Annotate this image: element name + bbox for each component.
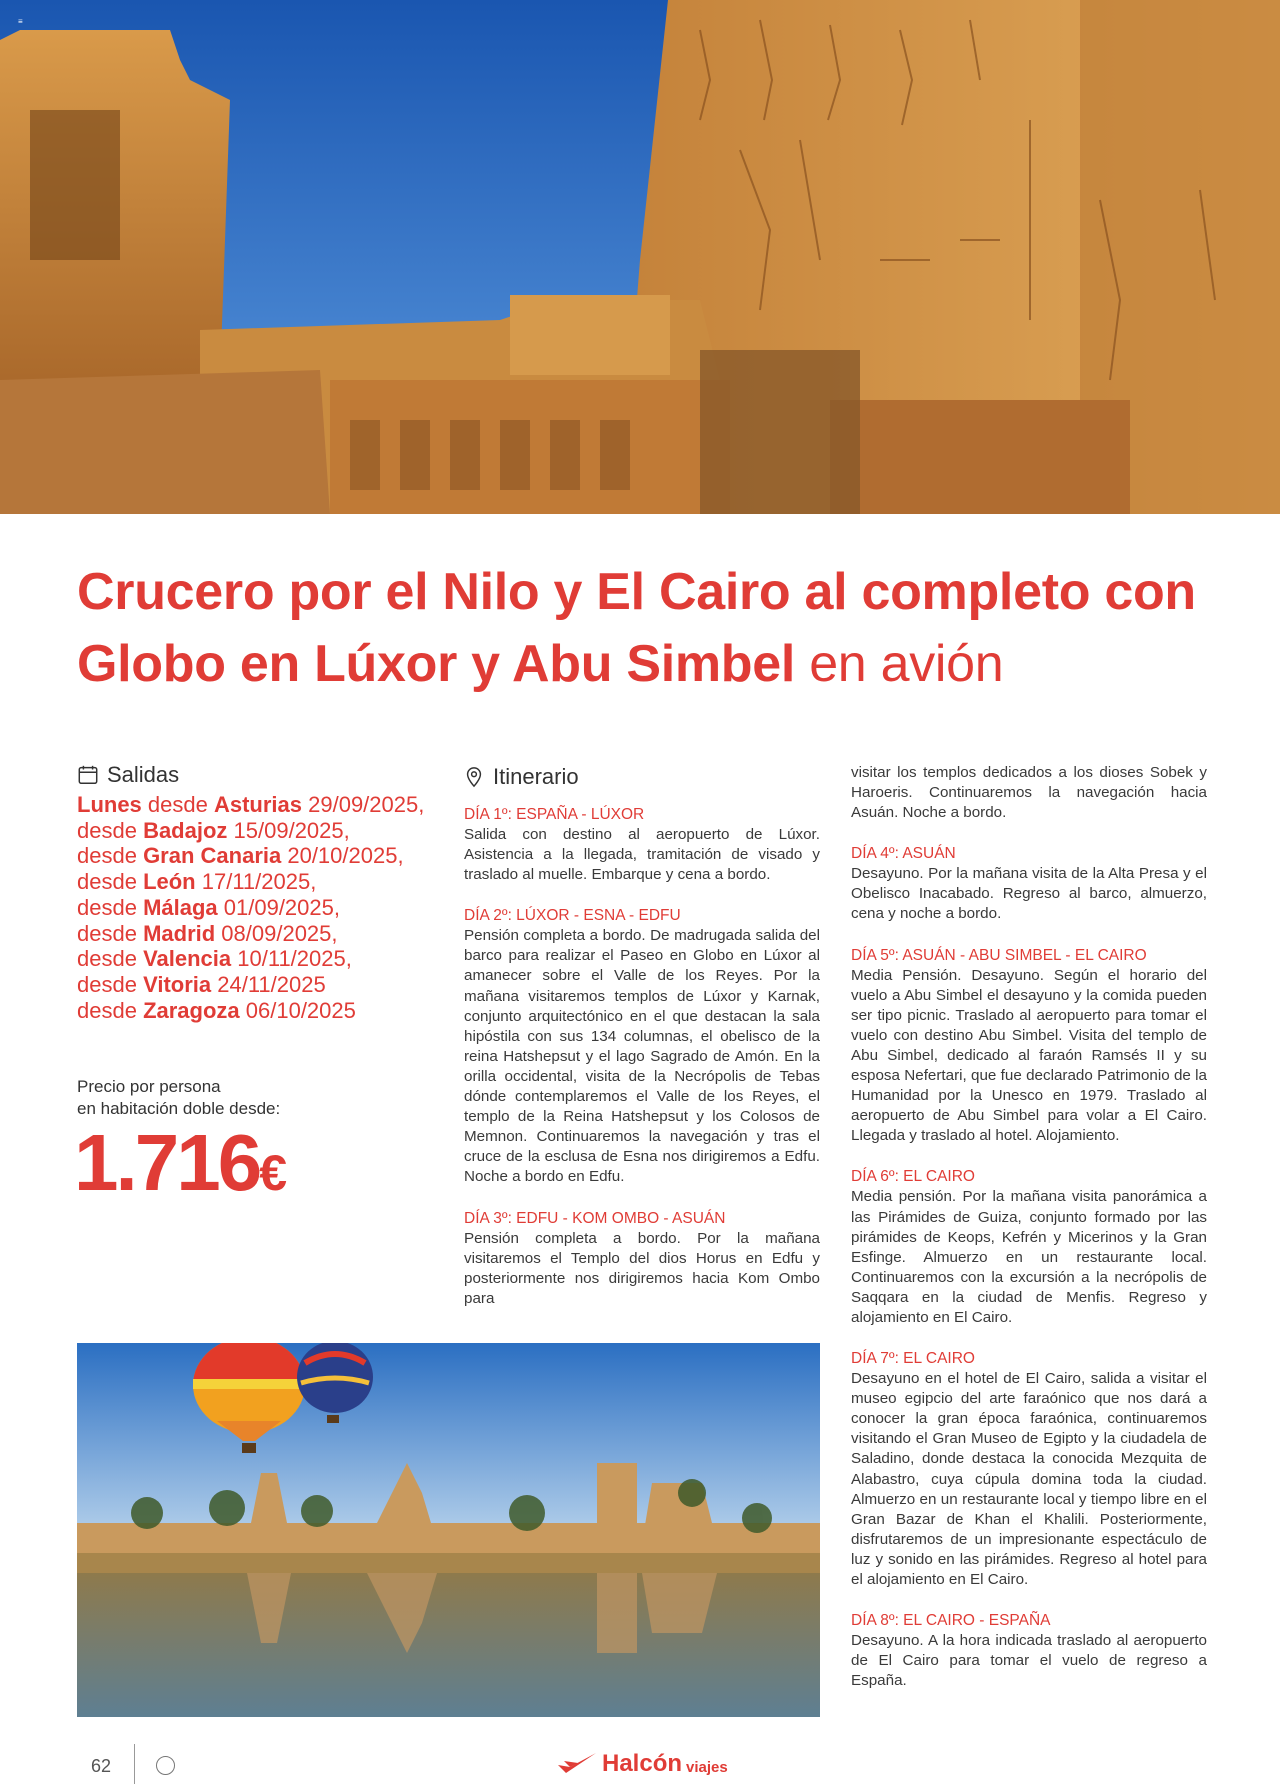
departure-city: Madrid — [143, 920, 216, 946]
departure-line — [77, 946, 437, 972]
day-title: DÍA 5º: ASUÁN - ABU SIMBEL - EL CAIRO — [851, 946, 1147, 964]
title-light: en avión — [809, 635, 1004, 693]
departure-date: 20/10/2025, — [281, 843, 404, 869]
day-title: DÍA 3º: EDFU - KOM OMBO - ASUÁN — [464, 1209, 726, 1227]
price-amount — [74, 1118, 287, 1218]
departure-city: León — [143, 869, 196, 895]
logo-sub: viajes — [686, 1758, 728, 1776]
day-text: Salida con destino al aeropuerto de Lúxor. Asistencia a la llegada, tramitación de visado y traslado al muelle. Embarque y cena a bordo. — [464, 826, 820, 884]
halcon-logo-icon — [556, 1751, 598, 1777]
departure-city: Gran Canaria — [143, 843, 282, 869]
hero-photo-temple — [0, 0, 1280, 514]
departure-line — [77, 895, 437, 921]
page-number: 62 — [91, 1756, 112, 1776]
location-pin-icon — [463, 766, 485, 788]
departure-date: 01/09/2025, — [217, 894, 340, 920]
itinerary-heading — [463, 764, 579, 790]
day-title: DÍA 8º: EL CAIRO - ESPAÑA — [851, 1612, 1051, 1630]
page-title — [77, 556, 1237, 700]
itinerary-column-right — [851, 763, 1207, 1712]
departure-city: Valencia — [143, 946, 232, 972]
day-text: Desayuno. Por la mañana visita de la Alta Presa y el Obelisco Inacabado. Regreso al barco, almuerzo, cena y noche a bordo. — [851, 865, 1207, 923]
departure-prefix: desde — [141, 792, 214, 817]
itinerary-column-middle — [464, 805, 820, 1330]
photo-karnak-balloons — [77, 1343, 820, 1717]
day-text: Desayuno en el hotel de El Cairo, salida a visitar el museo egipcio del arte faraónico que nos dará a conocer la gran época faraónica, continuaremos visitando el Gran Museo de Egipto y la ciudadela de Saladino, donde destaca la conocida Mezquita de Alabastro, cuya cúpula domina toda la ciudad. Almuerzo en un restaurante local y tiempo libre en el Gran Bazar de Khan el Khalili. Posteriormente, disfrutaremos de un impresionante espectáculo de luz y sonido en las pirámides. Regreso al hotel para el alojamiento en El Cairo. — [851, 1370, 1207, 1588]
halcon-logo — [556, 1750, 728, 1778]
departure-prefix: desde — [77, 894, 144, 920]
price-label-line: en habitación doble desde: — [77, 1099, 281, 1118]
departures-heading — [77, 762, 179, 788]
departure-prefix: desde — [77, 946, 144, 972]
price-label-line: Precio por persona — [77, 1077, 221, 1096]
itinerary-heading-label: Itinerario — [493, 764, 579, 789]
departure-prefix: desde — [77, 843, 144, 869]
departure-line — [77, 869, 437, 895]
price-label — [77, 1076, 377, 1120]
calendar-icon — [77, 764, 99, 786]
departure-date: 24/11/2025 — [211, 971, 326, 997]
day-text: Media Pensión. Desayuno. Según el horario del vuelo a Abu Simbel el desayuno y la comida pueden ser tipo picnic. Traslado al aeropuerto para tomar el vuelo con destino Abu Simbel. Visita del templo de Abu Simbel, dedicado al faraón Ramsés II y su esposa Nefertari, que fue declarado Patrimonio de la Humanidad por la Unesco en 1979. Traslado al aeropuerto de Abu Simbel para volar a El Cairo. Llegada y traslado al hotel. Alojamiento. — [851, 966, 1207, 1145]
footer-divider — [134, 1744, 135, 1784]
departures-list — [77, 792, 437, 1023]
departure-date: 15/09/2025, — [227, 817, 350, 843]
departure-prefix: desde — [77, 920, 144, 946]
departure-city: Zaragoza — [143, 997, 240, 1023]
day-title: DÍA 2º: LÚXOR - ESNA - EDFU — [464, 907, 681, 925]
departure-city: Badajoz — [143, 817, 228, 843]
logo-brand: Halcón — [602, 1750, 683, 1777]
departures-heading-label: Salidas — [107, 762, 180, 787]
departure-line — [77, 818, 437, 844]
title-bold: Crucero por el Nilo y El Cairo al completo con Globo en Lúxor y Abu Simbel — [77, 563, 1196, 693]
departure-prefix: desde — [77, 997, 144, 1023]
day-title: DÍA 7º: EL CAIRO — [851, 1350, 975, 1368]
departure-date: 08/09/2025, — [215, 920, 338, 946]
departure-city: Vitoria — [143, 971, 212, 997]
menu-mark-icon: ≡ — [18, 17, 23, 26]
departure-city: Málaga — [143, 894, 218, 920]
departure-line — [77, 921, 437, 947]
day-text: visitar los templos dedicados a los dioses Sobek y Haroeris. Continuaremos la navegación hacia Asuán. Noche a bordo. — [851, 764, 1207, 822]
footer-circle-icon — [156, 1756, 175, 1775]
departure-day: Lunes — [77, 792, 142, 817]
departure-date: 29/09/2025, — [302, 792, 425, 817]
departure-date: 06/10/2025 — [239, 997, 356, 1023]
day-title: DÍA 1º: ESPAÑA - LÚXOR — [464, 806, 645, 823]
day-text: Pensión completa a bordo. Por la mañana visitaremos el Templo del dios Horus en Edfu y posteriormente nos dirigiremos hacia Kom Ombo para — [464, 1229, 820, 1307]
day-text: Desayuno. A la hora indicada traslado al aeropuerto de El Cairo para tomar el vuelo de regreso a España. — [851, 1632, 1207, 1690]
departure-city: Asturias — [213, 792, 303, 817]
departure-line — [77, 998, 437, 1024]
departure-prefix: desde — [77, 817, 144, 843]
day-text: Pensión completa a bordo. De madrugada salida del barco para realizar el Paseo en Globo en Lúxor al amanecer sobre el Valle de los Reyes. Por la mañana visitaremos templos de Lúxor y Karnak, conjunto arquitectónico en el que destacan la sala hipóstila con sus 134 columnas, el obelisco de la reina Hatshepsut y el lago Sagrado de Amón. En la orilla occidental, visita de la Necrópolis de Tebas dónde contemplaremos el Valle de los Reyes, el templo de la Reina Hatshepsut y los Colosos de Memnon. Continuaremos la navegación y tras el cruce de la esclusa de Esna nos dirigiremos a Edfu. Noche a bordo en Edfu. — [464, 927, 820, 1186]
price-value: 1.716 — [74, 1118, 260, 1207]
departure-prefix: desde — [77, 971, 144, 997]
day-title: DÍA 6º: EL CAIRO — [851, 1168, 975, 1186]
departure-date: 17/11/2025, — [195, 869, 317, 895]
day-title: DÍA 4º: ASUÁN — [851, 845, 956, 863]
price-currency: € — [259, 1145, 288, 1201]
departure-line — [77, 843, 437, 869]
departure-line — [77, 972, 437, 998]
departure-line — [77, 792, 437, 818]
departure-date: 10/11/2025, — [231, 946, 352, 972]
day-text: Media pensión. Por la mañana visita panorámica a las Pirámides de Guiza, conjunto formado por las pirámides de Keops, Kefrén y Micerinos y la Gran Esfinge. Almuerzo en un restaurante local. Continuaremos con la excursión a la necrópolis de Saqqara en la ciudad de Menfis. Regreso y alojamiento en El Cairo. — [851, 1188, 1207, 1326]
departure-prefix: desde — [77, 869, 144, 895]
